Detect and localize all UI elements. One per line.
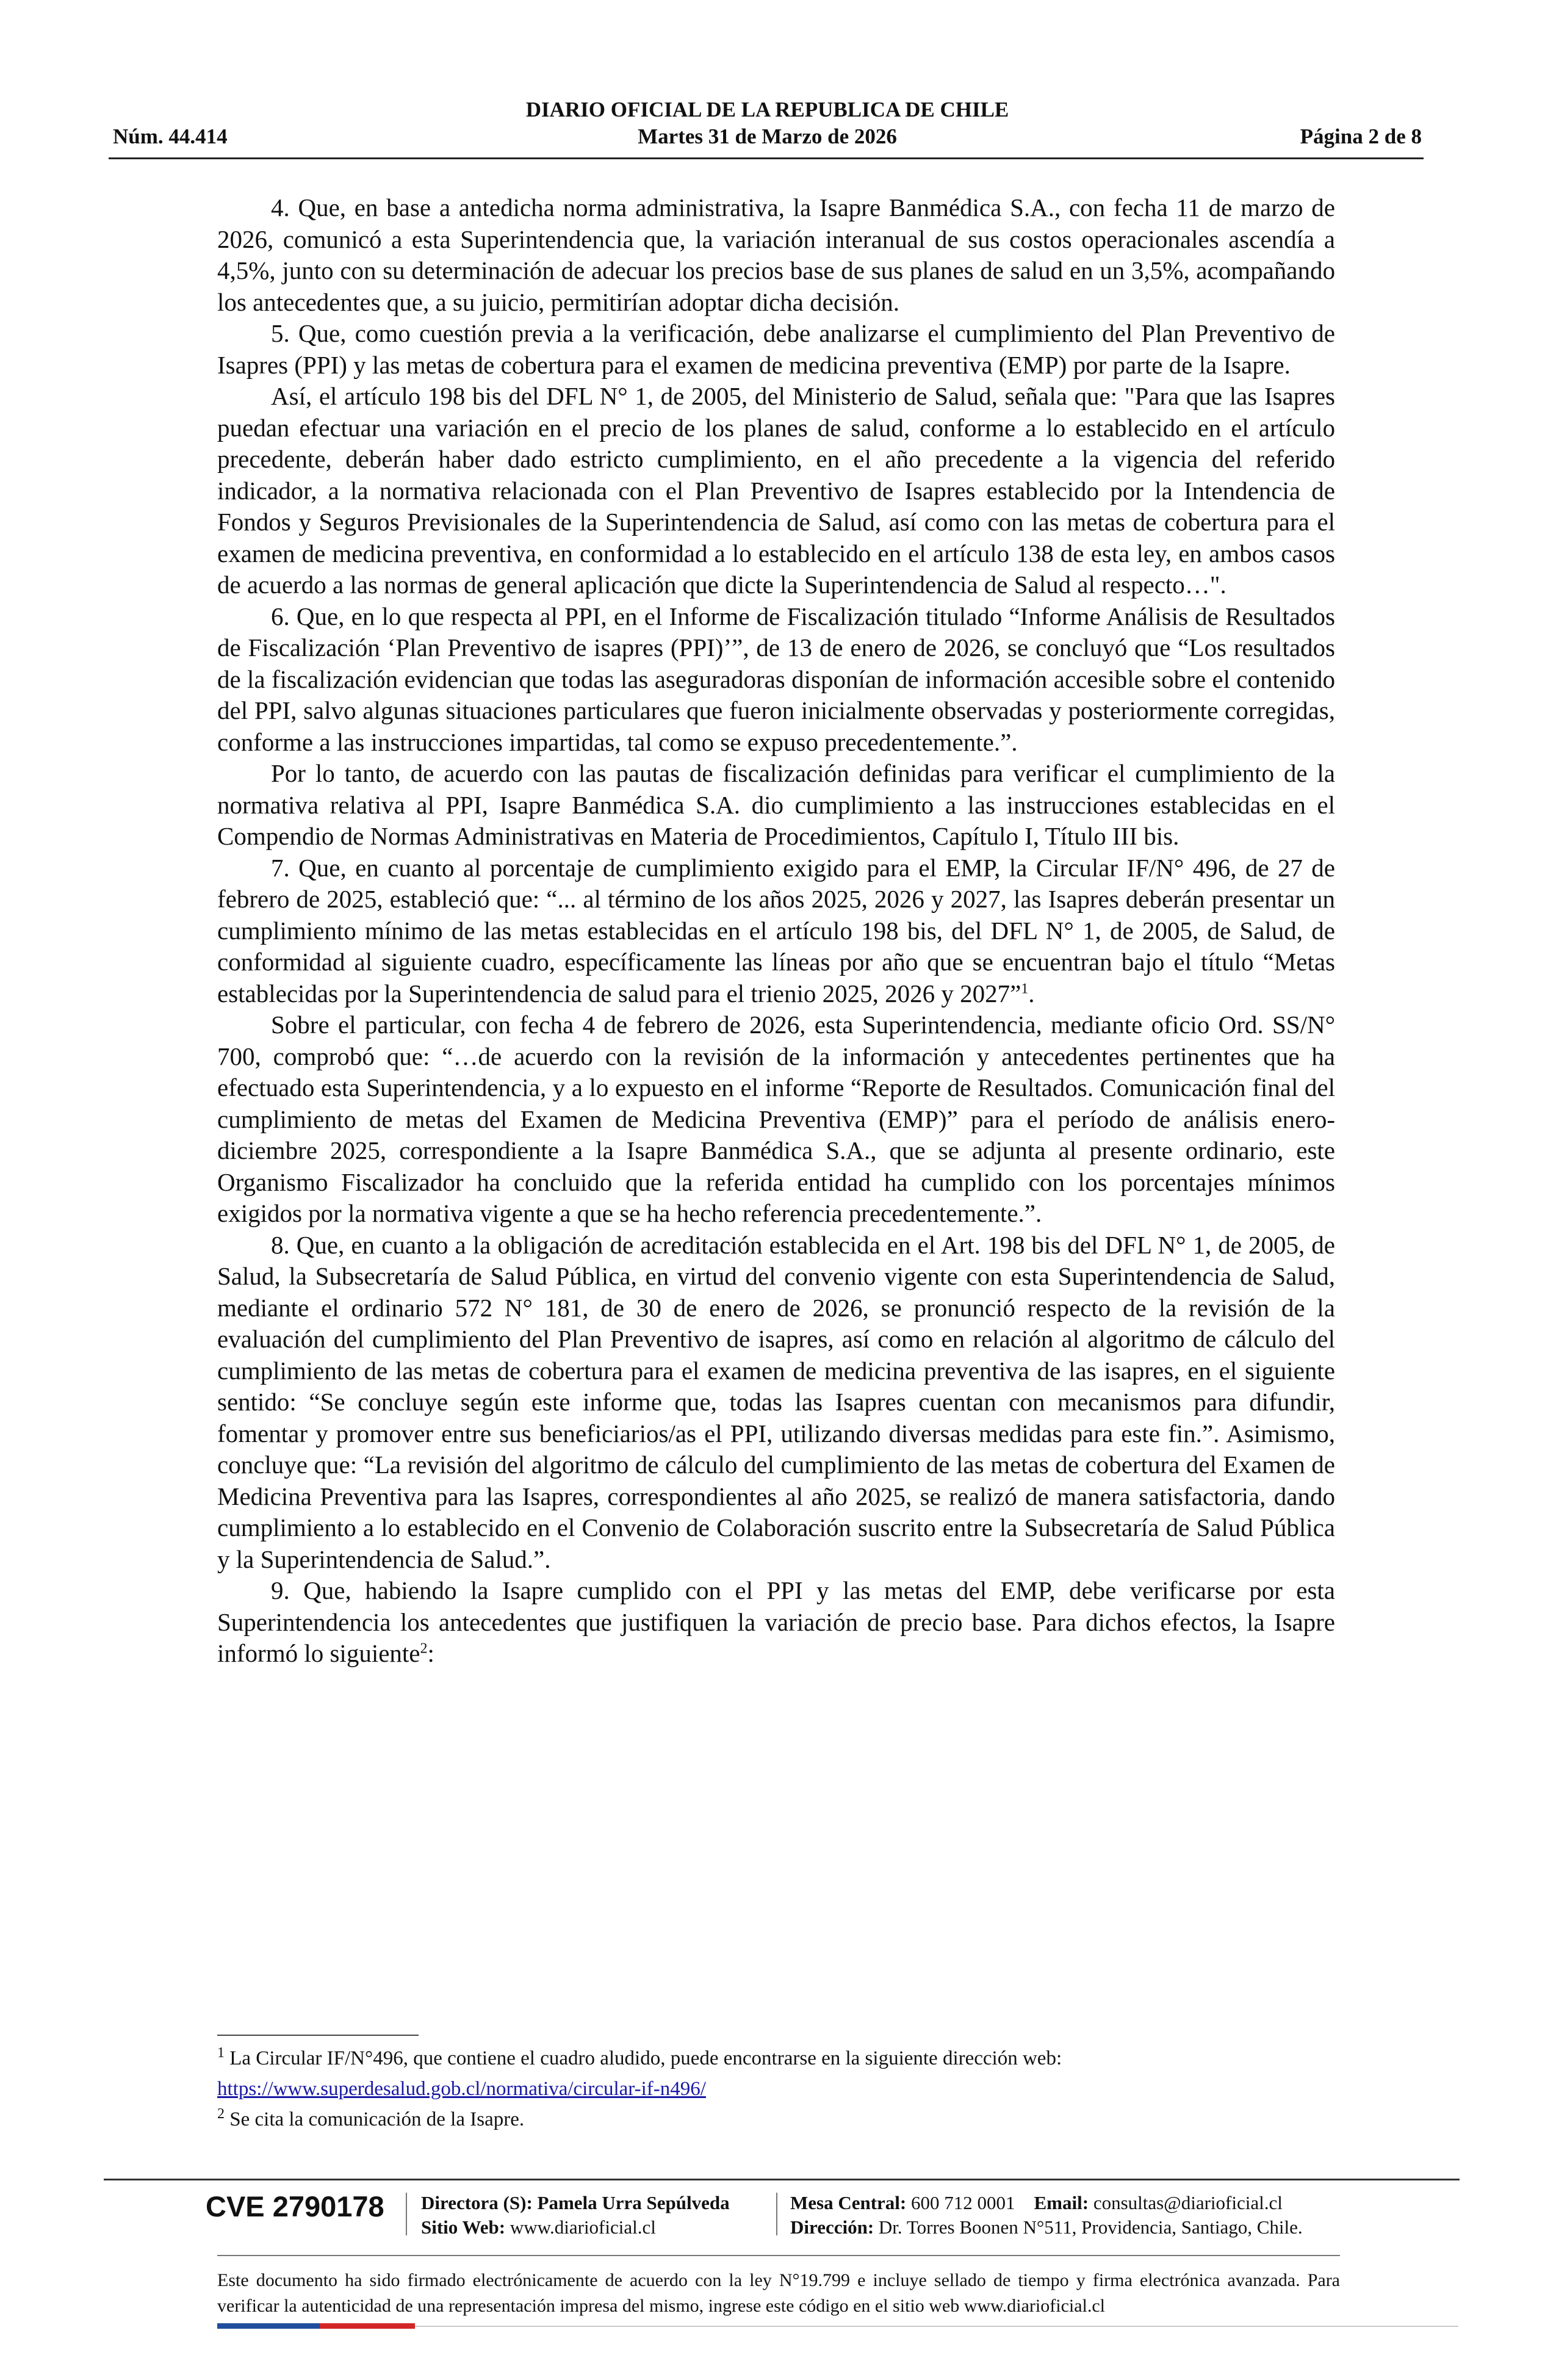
cve-code: CVE 2790178 (206, 2190, 384, 2223)
footnote-1-text: La Circular IF/N°496, que contiene el cuadro aludido, puede encontrarse en la siguiente dirección web: (225, 2047, 1062, 2069)
header-divider (109, 157, 1424, 159)
address-value: Dr. Torres Boonen N°511, Providencia, Santiago, Chile. (874, 2216, 1303, 2238)
footnote-2-text: Se cita la comunicación de la Isapre. (225, 2108, 525, 2130)
email-value: consultas@diarioficial.cl (1089, 2192, 1283, 2213)
footer-divider-2 (217, 2255, 1340, 2256)
newspaper-title: DIARIO OFICIAL DE LA REPUBLICA DE CHILE (525, 98, 1009, 121)
paragraph-9-text: 9. Que, habiendo la Isapre cumplido con el PPI y las metas del EMP, debe verificarse por esta Superintendencia los antecedentes que justifiquen la variación de precio base. Para dichos efectos, la Isapre informó lo siguiente (217, 1576, 1335, 1667)
footnote-ref-1: 1 (1021, 980, 1029, 997)
paragraph-4: 4. Que, en base a antedicha norma administrativa, la Isapre Banmédica S.A., con fecha 11 de marzo de 2026, comunicó a esta Superintendencia que, la variación interanual de sus costos operacionales ascendía a 4,5%, junto con su determinación de adecuar los precios base de sus planes de salud en un 3,5%, acompañando los antecedentes que, a su juicio, permitirían adoptar dicha decisión. (217, 193, 1335, 316)
issue-date: Martes 31 de Marzo de 2026 (638, 124, 897, 148)
footer-divider (104, 2179, 1460, 2180)
page-header (113, 98, 1422, 165)
legal-notice: Este documento ha sido firmado electrónicamente de acuerdo con la ley N°19.799 e incluye sellado de tiempo y firma electrónica avanzada. Para verificar la autenticidad de una representación impresa del mismo, ingrese este código en el sitio web www.diarioficial.cl (217, 2270, 1340, 2316)
phone-value: 600 712 0001 (906, 2192, 1015, 2213)
flag-red (320, 2323, 415, 2329)
footer-director-block (421, 2191, 730, 2240)
email-label: Email: (1034, 2192, 1089, 2213)
paragraph-7-end: . (1028, 979, 1035, 1008)
paragraph-7-oficio: Sobre el particular, con fecha 4 de febrero de 2026, esta Superintendencia, mediante oficio Ord. SS/N° 700, comprobó que: “…de acuerdo con la revisión de la información y antecedentes pertinentes que ha efectuado esta Superintendencia, y a lo expuesto en el informe “Reporte de Resultados. Comunicación final del cumplimiento de metas del Examen de Medicina Preventiva (EMP)” para el período de análisis enero-diciembre 2025, correspondiente a la Isapre Banmédica S.A., que se adjunta al presente ordinario, este Organismo Fiscalizador ha concluido que la referida entidad ha cumplido con los porcentajes mínimos exigidos por la normativa vigente a que se ha hecho referencia precedentemente.”. (217, 1011, 1335, 1227)
footnote-divider (217, 2035, 419, 2036)
paragraph-6-conclusion: Por lo tanto, de acuerdo con las pautas de fiscalización definidas para verificar el cumplimiento de la normativa relativa al PPI, Isapre Banmédica S.A. dio cumplimiento a las instrucciones establecidas en el Compendio de Normas Administrativas en Materia de Procedimientos, Capítulo I, Título III bis. (217, 759, 1335, 850)
paragraph-8: 8. Que, en cuanto a la obligación de acreditación establecida en el Art. 198 bis del DFL N° 1, de 2005, de Salud, la Subsecretaría de Salud Pública, en virtud del convenio vigente con esta Superintendencia de Salud, mediante el ordinario 572 N° 181, de 30 de enero de 2026, se pronunció respecto de la revisión de la evaluación del cumplimiento del Plan Preventivo de isapres, así como en relación al algoritmo de cálculo del cumplimiento de las metas de cobertura para el examen de medicina preventiva de las isapres, en el siguiente sentido: “Se concluye según este informe que, todas las Isapres cuentan con mecanismos para difundir, fomentar y promover entre sus beneficiarios/as el PPI, utilizando diversas medidas para este fin.”. Asimismo, concluye que: “La revisión del algoritmo de cálculo del cumplimiento de las metas de cobertura del Examen de Medicina Preventiva para las Isapres, correspondientes al año 2025, se realizó de manera satisfactoria, dando cumplimiento a lo establecido en el Convenio de Colaboración suscrito entre la Subsecretaría de Salud Pública y la Superintendencia de Salud.”. (217, 1230, 1335, 1573)
paragraph-7-text: 7. Que, en cuanto al porcentaje de cumplimiento exigido para el EMP, la Circular IF/N° 496, de 27 de febrero de 2025, estableció que: “... al término de los años 2025, 2026 y 2027, las Isapres deberán presentar un cumplimiento mínimo de las metas establecidas en el artículo 198 bis, del DFL N° 1, de 2005, de Salud, de conformidad al siguiente cuadro, específicamente las líneas por año que se encuentran bajo el título “Metas establecidas por la Superintendencia de salud para el trienio 2025, 2026 y 2027” (217, 853, 1335, 1008)
paragraph-7 (217, 853, 1335, 1010)
footer-separator (406, 2193, 407, 2235)
paragraph-9 (217, 1575, 1335, 1670)
footer-contact-block (790, 2191, 1303, 2240)
bottom-line (415, 2326, 1458, 2327)
paragraph-9-end: : (427, 1639, 434, 1667)
paragraph-5-quote: Así, el artículo 198 bis del DFL N° 1, de 2005, del Ministerio de Salud, señala que: "Para que las Isapres puedan efectuar una variación en el precio de los planes de salud, conforme a lo establecido en el artículo precedente, deberán haber dado estricto cumplimiento, en el año precedente a la vigencia del referido indicador, a la normativa relacionada con el Plan Preventivo de Isapres establecido por la Intendencia de Fondos y Seguros Previsionales de la Superintendencia de Salud, así como con las metas de cobertura para el examen de medicina preventiva, en conformidad a lo establecido en el artículo 138 de esta ley, en ambos casos de acuerdo a las normas de general aplicación que dicte la Superintendencia de Salud al respecto…". (217, 382, 1335, 599)
footnotes (217, 2043, 1340, 2135)
site-label: Sitio Web: (421, 2216, 506, 2238)
footer-separator (776, 2193, 777, 2235)
phone-label: Mesa Central: (790, 2192, 907, 2213)
director-label: Directora (S): Pamela Urra Sepúlveda (421, 2192, 730, 2213)
paragraph-6: 6. Que, en lo que respecta al PPI, en el Informe de Fiscalización titulado “Informe Análisis de Resultados de Fiscalización ‘Plan Preventivo de isapres (PPI)’”, de 13 de enero de 2026, se concluyó que “Los resultados de la fiscalización evidencian que todas las aseguradoras disponían de información accesible sobre el contenido del PPI, salvo algunas situaciones particulares que fueron inicialmente observadas y posteriormente corregidas, conforme a las instrucciones impartidas, tal como se expuso precedentemente.”. (217, 602, 1335, 756)
page-number: Página 2 de 8 (1300, 124, 1422, 148)
document-body (217, 192, 1335, 1670)
flag-blue (217, 2323, 320, 2329)
address-label: Dirección: (790, 2216, 874, 2238)
circular-link[interactable]: https://www.superdesalud.gob.cl/normativa/circular-if-n496/ (217, 2078, 706, 2100)
footnote-2-number: 2 (217, 2106, 225, 2122)
footnote-2 (217, 2104, 1340, 2135)
footnote-ref-2: 2 (420, 1640, 428, 1657)
paragraph-5: 5. Que, como cuestión previa a la verificación, debe analizarse el cumplimiento del Plan Preventivo de Isapres (PPI) y las metas de cobertura para el examen de medicina preventiva (EMP) por parte de la Isapre. (217, 319, 1335, 379)
site-value: www.diarioficial.cl (505, 2216, 656, 2238)
footnote-1 (217, 2043, 1340, 2104)
issue-number: Núm. 44.414 (113, 124, 228, 148)
footnote-1-number: 1 (217, 2045, 225, 2061)
